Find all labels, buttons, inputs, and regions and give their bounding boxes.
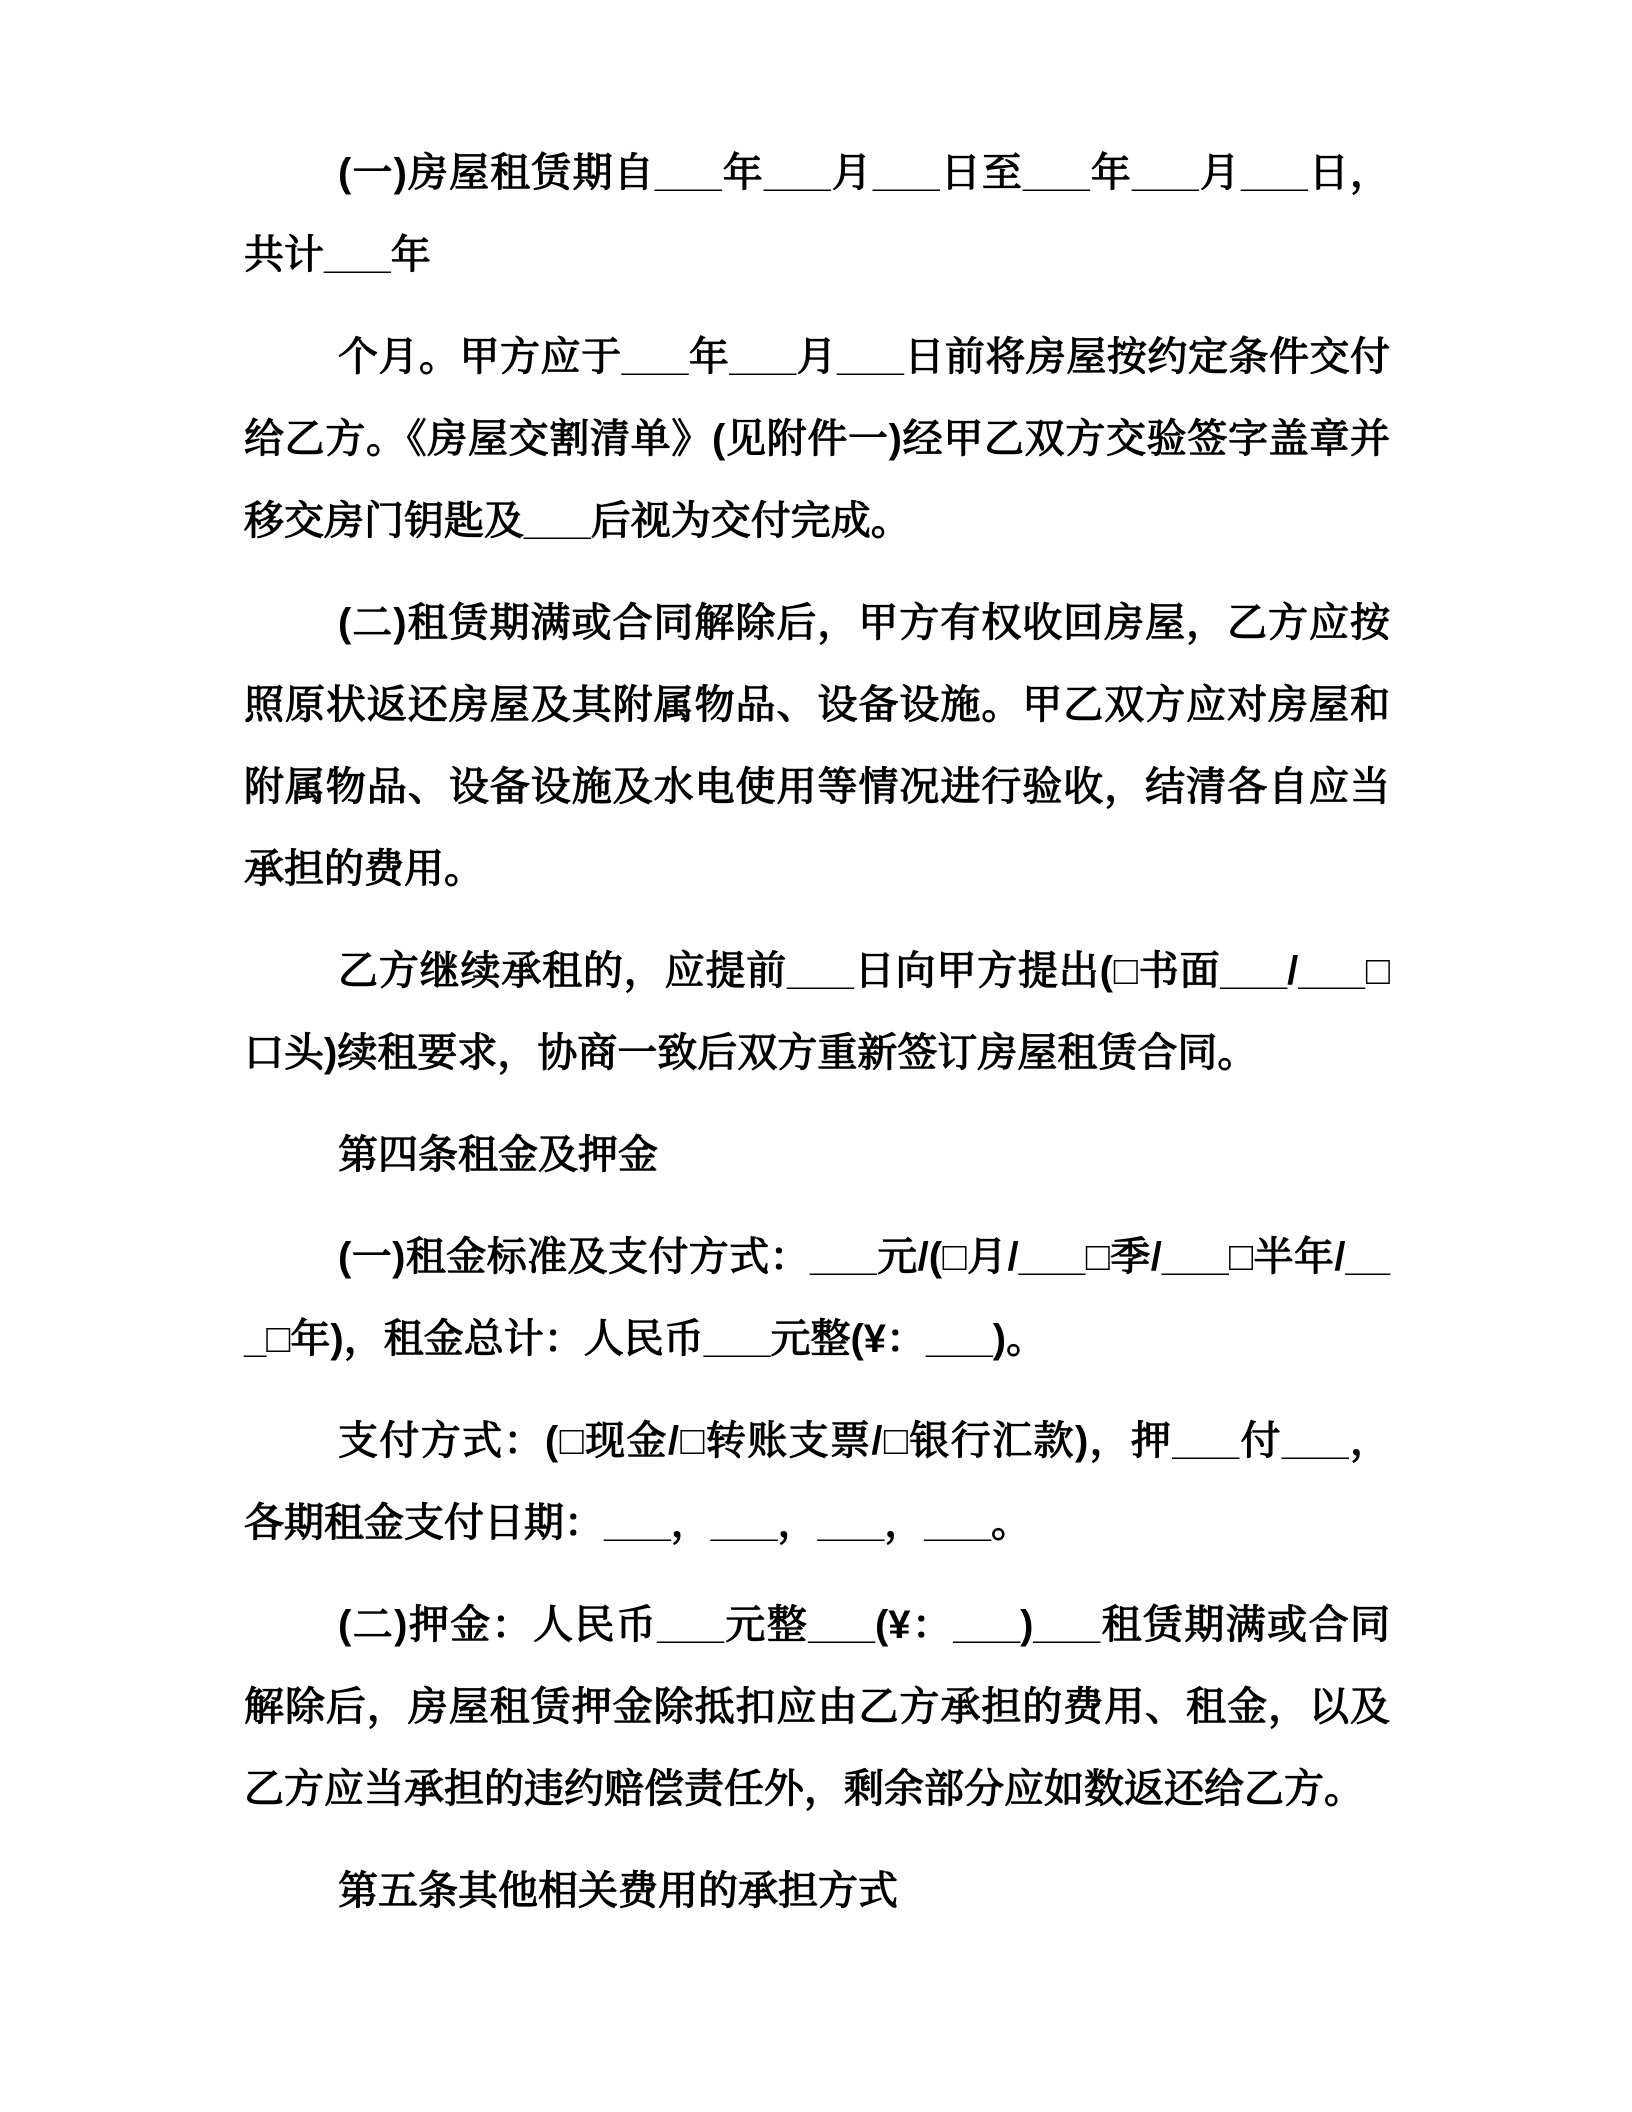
section-heading-article-5: 第五条其他相关费用的承担方式	[338, 1869, 898, 1913]
paragraph-lease-term: (一)房屋租赁期自___年___月___日至___年___月___日，共计___年	[244, 151, 1390, 277]
paragraph-return-conditions: (二)租赁期满或合同解除后，甲方有权收回房屋，乙方应按照原状返还房屋及其附属物品、设备设施。甲乙双方应对房屋和附属物品、设备设施及水电使用等情况进行验收，结清各自应当承担的费用。	[244, 601, 1390, 891]
paragraph-delivery: 个月。甲方应于___年___月___日前将房屋按约定条件交付给乙方。《房屋交割清单》(见附件一)经甲乙双方交验签字盖章并移交房门钥匙及___后视为交付完成。	[244, 335, 1390, 543]
paragraph-deposit: (二)押金：人民币___元整___(¥：___)___租赁期满或合同解除后，房屋租赁押金除抵扣应由乙方承担的费用、租金，以及乙方应当承担的违约赔偿责任外，剩余部分应如数返还给乙方。	[244, 1603, 1390, 1811]
document-content	[244, 132, 1390, 1952]
paragraph-payment-method: 支付方式：(□现金/□转账支票/□银行汇款)，押___付___，各期租金支付日期：___，___，___，___。	[244, 1419, 1390, 1545]
paragraph-rent-standard: (一)租金标准及支付方式：___元/(□月/___□季/___□半年/___□年)，租金总计：人民币___元整(¥：___)。	[244, 1235, 1390, 1361]
paragraph-renewal: 乙方继续承租的，应提前___日向甲方提出(□书面___/___□口头)续租要求，协商一致后双方重新签订房屋租赁合同。	[244, 949, 1390, 1075]
section-heading-article-4: 第四条租金及押金	[338, 1133, 658, 1177]
